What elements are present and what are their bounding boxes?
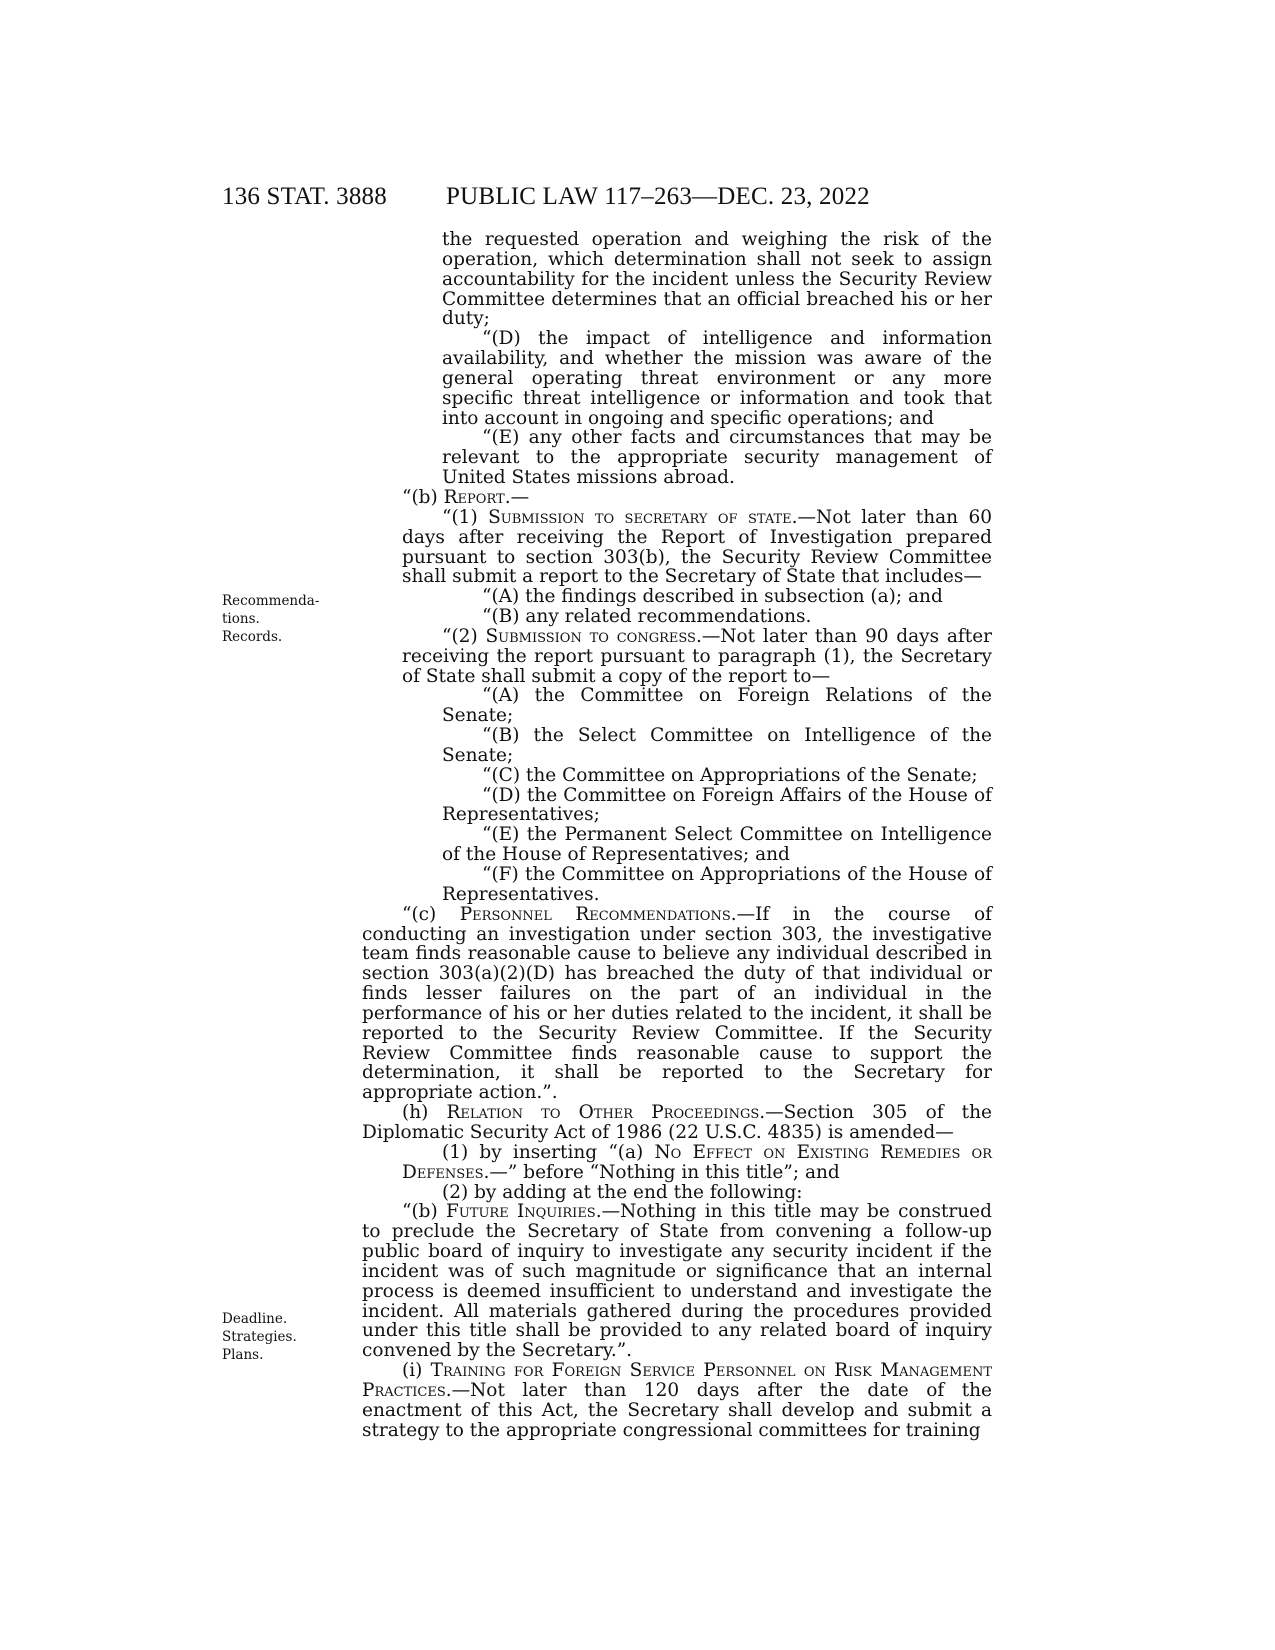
paragraph: “(E) the Permanent Select Committee on Intelligence of the House of Representatives; and bbox=[442, 824, 992, 866]
margin-note-line: Plans. bbox=[222, 1347, 264, 1363]
subsection-heading: “(b) Report.— bbox=[402, 486, 530, 508]
paragraph: “(F) the Committee on Appropriations of the House of Representatives. bbox=[442, 864, 992, 905]
paragraph: “(D) the impact of intelligence and information availability, and whether the mission was aware of the general operating threat environment or any more specific threat intelligence or information and took that into account in ongoing and specific operations; and bbox=[442, 328, 992, 429]
margin-note-recommendations bbox=[222, 592, 319, 646]
paragraph: the requested operation and weighing the risk of the operation, which determination shall not seek to assign accountability for the incident unless the Security Review Committee determines that an official breached his or her duty; bbox=[442, 229, 992, 330]
paragraph: (2) by adding at the end the following: bbox=[442, 1181, 803, 1203]
body-text bbox=[362, 230, 992, 1440]
paragraph: “(C) the Committee on Appropriations of the Senate; bbox=[482, 764, 978, 786]
paragraph: “(E) any other facts and circumstances that may be relevant to the appropriate security management of United States missions abroad. bbox=[442, 427, 992, 489]
margin-note-line: Strategies. bbox=[222, 1329, 297, 1345]
paragraph: “(1) Submission to secretary of state.—Not later than 60 days after receiving the Report of Investigation prepared pursuant to section 303(b), the Security Review Committee shall submit a report to the Secretary of State that includes— bbox=[402, 506, 992, 588]
stat-page-number: 136 STAT. 3888 bbox=[222, 183, 387, 210]
margin-note-line: tions. bbox=[222, 611, 260, 627]
paragraph: “(B) any related recommendations. bbox=[482, 606, 812, 628]
margin-note-line: Deadline. bbox=[222, 1311, 288, 1327]
paragraph: (1) by inserting “(a) No Effect on Existing Remedies or Defenses.—” before “Nothing in this title”; and bbox=[402, 1141, 993, 1183]
paragraph: “(B) the Select Committee on Intelligence of the Senate; bbox=[442, 725, 992, 766]
running-head: PUBLIC LAW 117–263—DEC. 23, 2022 bbox=[446, 183, 870, 210]
margin-note-line: Recommenda- bbox=[222, 593, 320, 609]
paragraph: “(D) the Committee on Foreign Affairs of the House of Representatives; bbox=[442, 784, 992, 826]
margin-note-line: Records. bbox=[222, 629, 283, 645]
margin-note-deadline bbox=[222, 1310, 297, 1364]
paragraph: (i) Training for Foreign Service Personnel on Risk Management Practices.—Not later than 120 days after the date of the enactment of this Act, the Secretary shall develop and submit a strategy to the appropriate congressional committees for training bbox=[362, 1360, 993, 1441]
paragraph: “(A) the findings described in subsection (a); and bbox=[482, 586, 943, 608]
paragraph: “(b) Future Inquiries.—Nothing in this title may be construed to preclude the Secretary of State from convening a follow-up public board of inquiry to investigate any security incident if the incident was of such magnitude or significance that an internal process is deemed insufficient to understand and investigate the incident. All materials gathered during the procedures provided under this title shall be provided to any related board of inquiry convened by the Secretary.”. bbox=[362, 1201, 992, 1362]
paragraph: “(2) Submission to congress.—Not later than 90 days after receiving the report pursuant to paragraph (1), the Secretary of State shall submit a copy of the report to— bbox=[402, 625, 992, 687]
paragraph: (h) Relation to Other Proceedings.—Section 305 of the Diplomatic Security Act of 1986 (22 U.S.C. 4835) is amended— bbox=[362, 1102, 992, 1143]
paragraph: “(c) Personnel Recommendations.—If in the course of conducting an investigation under section 303, the investigative team finds reasonable cause to believe any individual described in section 303(a)(2)(D) has breached the duty of that individual or finds lesser failures on the part of an individual in the performance of his or her duties related to the incident, it shall be reported to the Security Review Committee. If the Security Review Committee finds reasonable cause to support the determination, it shall be reported to the Secretary for appropriate action.”. bbox=[362, 903, 992, 1104]
paragraph: “(A) the Committee on Foreign Relations of the Senate; bbox=[442, 685, 992, 727]
